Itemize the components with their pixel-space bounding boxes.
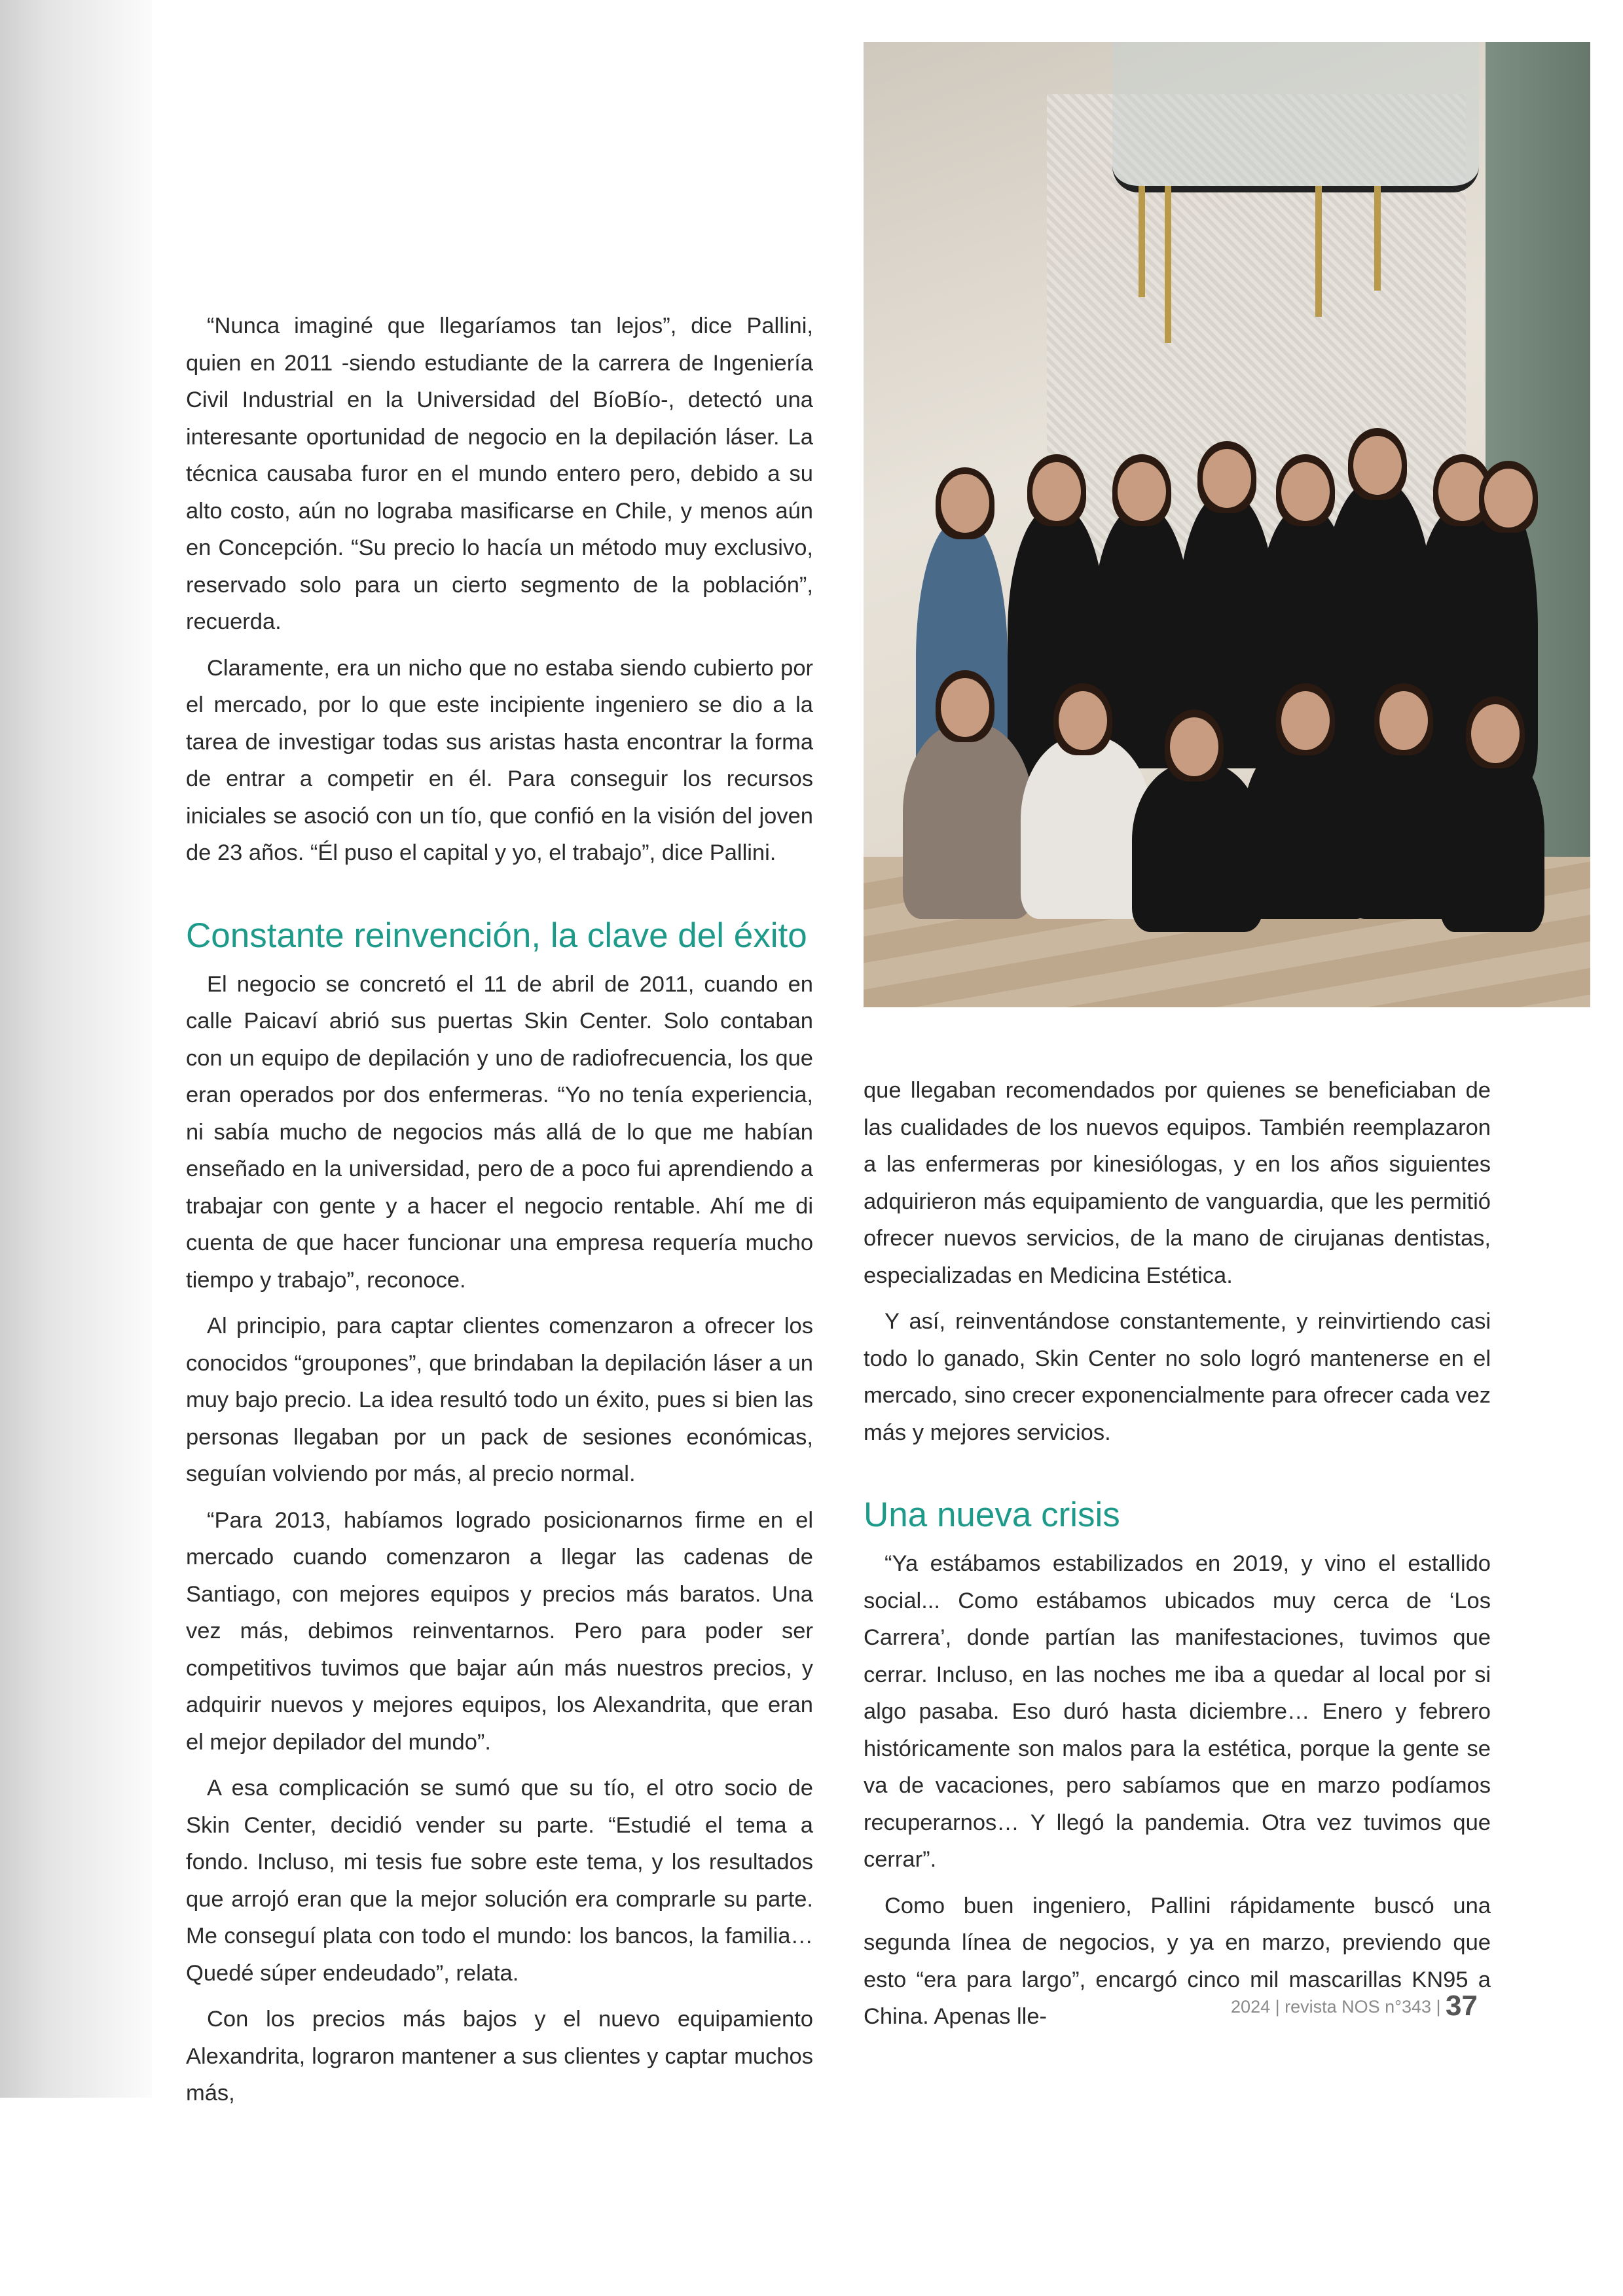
paragraph: que llegaban recomendados por quienes se beneficiaban de las cualidades de los nuevos equipos. También reemplazaron a las enfermeras por kinesiólogas, y en los años siguientes adquirieron más equipamiento de vanguardia, que les permitió ofrecer nuevos servicios, de la mano de cirujanas dentistas, especializadas en Medicina Estética. <box>864 1078 1491 1288</box>
section-heading: Constante reinvención, la clave del éxito <box>186 916 807 955</box>
pendant-lamp <box>1374 186 1381 291</box>
pendant-lamp <box>1165 186 1171 343</box>
section-heading: Una nueva crisis <box>864 1496 1120 1534</box>
paragraph: Con los precios más bajos y el nuevo equipamiento Alexandrita, lograron mantener a sus clientes y captar muchos más, <box>186 2007 813 2106</box>
paragraph: Claramente, era un nicho que no estaba siendo cubierto por el mercado, por lo que este incipiente ingeniero se dio a la tarea de investigar todas sus aristas hasta encontrar la forma de entrar a competir en él. Para conseguir los recursos iniciales se asoció con un tío, que confió en la visión del joven de 23 años. “Él puso el capital y yo, el trabajo”, dice Pallini. <box>186 655 813 865</box>
photo-team-group <box>890 408 1531 945</box>
paragraph: “Nunca imaginé que llegaríamos tan lejos”, dice Pallini, quien en 2011 -siendo estudiante de la carrera de Ingeniería Civil Industrial en la Universidad del BíoBío-, detectó una interesante oportunidad de negocio en la depilación láser. La técnica causaba furor en el mundo entero pero, debido a su alto costo, aún no lograba masificarse en Chile, y menos aún en Concepción. “Su precio lo hacía un método muy exclusivo, reservado solo para un cierto segmento de la población”, recuerda. <box>186 314 813 634</box>
page-footer <box>1231 1990 1478 2022</box>
page-gutter-shadow <box>0 0 152 2098</box>
paragraph: “Para 2013, habíamos logrado posicionarnos firme en el mercado cuando comenzaron a llegar las cadenas de Santiago, con mejores equipos y precios más baratos. Una vez más, debimos reinventarnos. Pero para poder ser competitivos tuvimos que bajar aún más nuestros precios, y adquirir nuevos y mejores equipos, los Alexandrita, que eran el mejor depilador del mundo”. <box>186 1507 813 1755</box>
photo-glass-balcony <box>1112 42 1479 192</box>
left-column <box>186 308 813 2121</box>
footer-publication: 2024 | revista NOS n°343 | <box>1231 1997 1441 2017</box>
paragraph: A esa complicación se sumó que su tío, el otro socio de Skin Center, decidió vender su parte. “Estudié el tema a fondo. Incluso, mi tesis fue sobre este tema, y los resultados que arrojó eran que la mejor solución era comprarle su parte. Me conseguí plata con todo el mundo: los bancos, la familia… Quedé súper endeudado”, relata. <box>186 1776 813 1986</box>
paragraph: Como buen ingeniero, Pallini rápidamente buscó una segunda línea de negocios, y ya en marzo, previendo que esto “era para largo”, encargó cinco mil mascarillas KN95 a China. Apenas lle- <box>864 1893 1491 2029</box>
right-column <box>864 1072 1491 2045</box>
paragraph: Y así, reinventándose constantemente, y reinvirtiendo casi todo lo ganado, Skin Center no solo logró mantenerse en el mercado, sino crecer exponencialmente para ofrecer cada vez más y mejores servicios. <box>864 1309 1491 1445</box>
page-number: 37 <box>1446 1990 1478 2022</box>
paragraph: “Ya estábamos estabilizados en 2019, y vino el estallido social... Como estábamos ubicados muy cerca de ‘Los Carrera’, donde partían las manifestaciones, tuvimos que cerrar. Incluso, en las noches me iba a quedar al local por si algo pasaba. Eso duró hasta diciembre… Enero y febrero históricamente son malos para la estética, porque la gente se va de vacaciones, pero sabíamos que en marzo podíamos recuperarnos… Y llegó la pandemia. Otra vez tuvimos que cerrar”. <box>864 1551 1491 1872</box>
paragraph: Al principio, para captar clientes comenzaron a ofrecer los conocidos “groupones”, que brindaban la depilación láser a un muy bajo precio. La idea resultó todo un éxito, pues si bien las personas llegaban por un pack de sesiones económicas, seguían volviendo por más, al precio normal. <box>186 1314 813 1486</box>
team-photo <box>864 42 1590 1007</box>
pendant-lamp <box>1139 186 1145 297</box>
paragraph: El negocio se concretó el 11 de abril de 2011, cuando en calle Paicaví abrió sus puertas Skin Center. Solo contaban con un equipo de depilación y uno de radiofrecuencia, los que eran operados por dos enfermeras. “Yo no tenía experiencia, ni sabía mucho de negocios más allá de lo que me habían enseñado en la universidad, pero de a poco fui aprendiendo a trabajar con gente y a hacer el negocio rentable. Ahí me di cuenta de que hacer funcionar una empresa requería mucho tiempo y trabajo”, reconoce. <box>186 971 813 1293</box>
pendant-lamp <box>1315 186 1322 317</box>
